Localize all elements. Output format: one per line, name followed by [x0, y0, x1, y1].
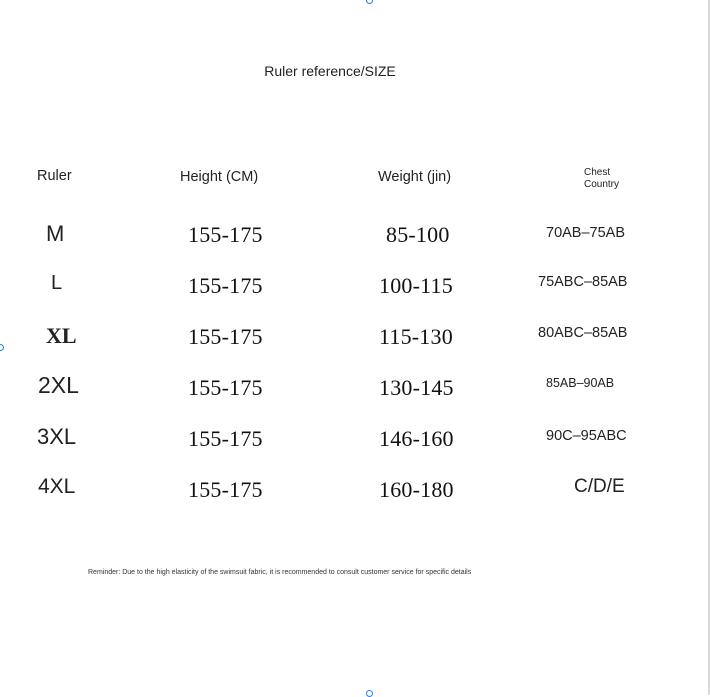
height-value: 155-175: [188, 375, 263, 400]
height-value: 155-175: [188, 426, 263, 451]
chest-value: 75ABC–85AB: [538, 274, 628, 290]
weight-value: 100-115: [379, 273, 453, 298]
header-chest-line1: Chest: [584, 167, 611, 178]
height-value: 155-175: [188, 324, 263, 349]
weight-value: 146-160: [379, 426, 454, 451]
selection-handle-bottom[interactable]: [366, 690, 373, 697]
height-value: 155-175: [188, 222, 263, 247]
size-label: M: [46, 221, 65, 246]
weight-value: 160-180: [379, 477, 454, 502]
header-weight: Weight (jin): [378, 169, 452, 185]
chest-value: 90C–95ABC: [546, 428, 627, 444]
page-title: Ruler reference/SIZE: [264, 63, 396, 79]
weight-value: 85-100: [386, 222, 450, 247]
size-label: 3XL: [37, 424, 77, 449]
chest-value: 80ABC–85AB: [538, 325, 628, 341]
header-height: Height (CM): [180, 169, 259, 185]
header-ruler: Ruler: [37, 168, 72, 184]
weight-value: 115-130: [379, 324, 453, 349]
reminder-note: Reminder: Due to the high elasticity of the swimsuit fabric, it is recommended to consult customer service for specific details: [88, 569, 472, 576]
chest-value: C/D/E: [574, 476, 625, 497]
size-label: L: [51, 272, 63, 294]
size-label: 4XL: [38, 475, 76, 498]
chest-value: 85AB–90AB: [546, 376, 615, 390]
header-chest-line2: Country: [584, 179, 620, 190]
selection-handle-left[interactable]: [0, 344, 4, 351]
size-label: XL: [46, 323, 77, 348]
chest-value: 70AB–75AB: [546, 225, 626, 241]
size-label: 2XL: [38, 372, 79, 398]
header-chest: [584, 167, 619, 191]
height-value: 155-175: [188, 477, 263, 502]
height-value: 155-175: [188, 273, 263, 298]
selection-handle-top[interactable]: [366, 0, 373, 4]
weight-value: 130-145: [379, 375, 454, 400]
